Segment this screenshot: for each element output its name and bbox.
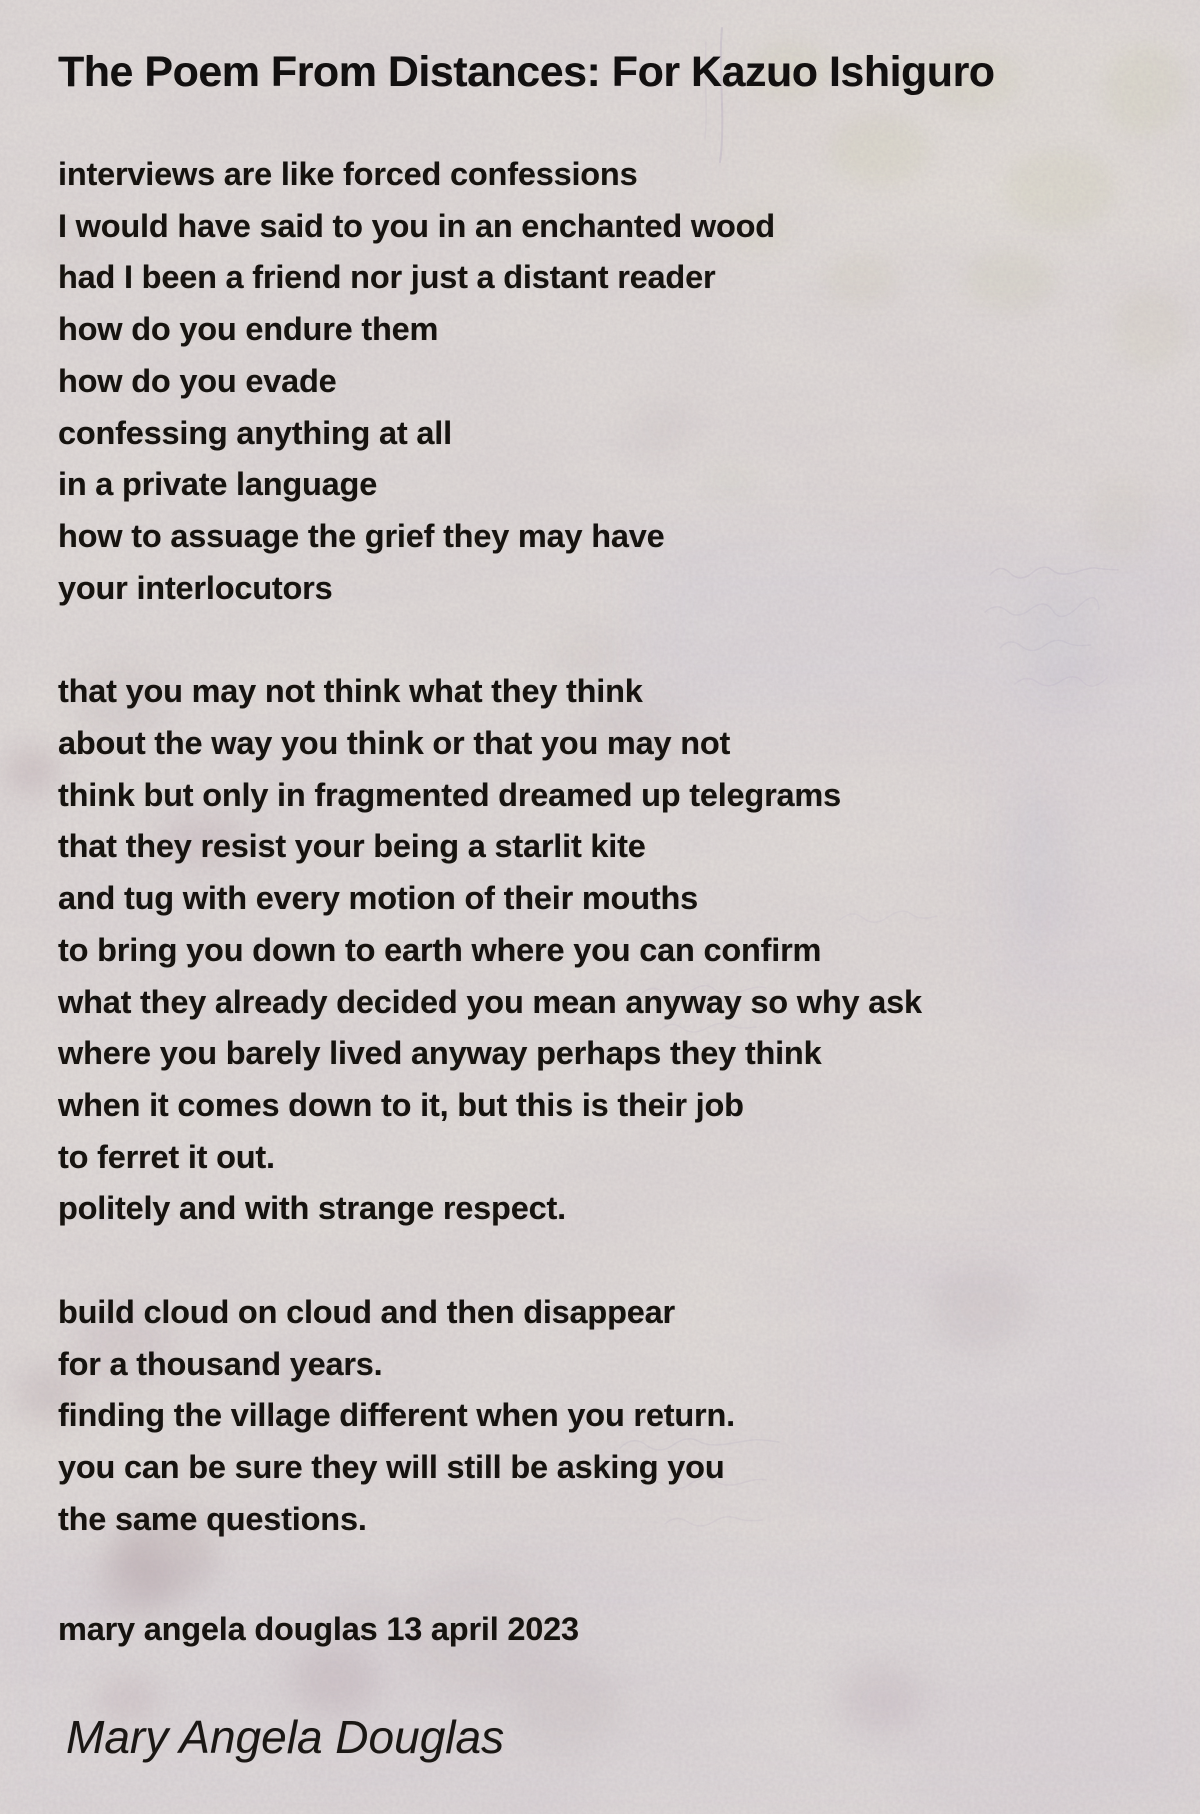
poem-stanza [58, 666, 1160, 1235]
poem-title: The Poem From Distances: For Kazuo Ishiguro [58, 48, 995, 96]
poem-line: build cloud on cloud and then disappear [58, 1294, 675, 1331]
poem-line: when it comes down to it, but this is their job [58, 1086, 744, 1123]
poem-line: to ferret it out. [58, 1138, 275, 1175]
poem-line: how do you evade [58, 362, 337, 399]
poem-line: for a thousand years. [58, 1345, 383, 1382]
poem-line: where you barely lived anyway perhaps they think [58, 1035, 822, 1072]
poem-line: interviews are like forced confessions [58, 156, 638, 192]
author-signature: Mary Angela Douglas [66, 1711, 505, 1764]
poem-stanza [58, 1287, 1160, 1546]
poem-line: think but only in fragmented dreamed up telegrams [58, 776, 841, 813]
poem-line: had I been a friend nor just a distant reader [58, 259, 716, 296]
poem-line: that they resist your being a starlit kite [58, 828, 646, 865]
poem-stanza [58, 149, 1160, 614]
poem-line: and tug with every motion of their mouths [58, 880, 699, 917]
poem-line: I would have said to you in an enchanted wood [58, 207, 775, 244]
poem-line: how to assuage the grief they may have [58, 517, 665, 554]
poem-line: the same questions. [58, 1500, 367, 1537]
poem-line: to bring you down to earth where you can confirm [58, 931, 822, 968]
poem-line: in a private language [58, 466, 378, 503]
poem-line: confessing anything at all [58, 414, 452, 451]
poem-line: your interlocutors [58, 569, 333, 606]
poem-line: what they already decided you mean anyway so why ask [58, 983, 922, 1020]
poem-line: politely and with strange respect. [58, 1190, 566, 1227]
poem-line: finding the village different when you return. [58, 1397, 735, 1434]
poem-line: about the way you think or that you may not [58, 725, 731, 762]
poem-line: that you may not think what they think [58, 673, 643, 710]
poem-byline: mary angela douglas 13 april 2023 [58, 1610, 579, 1647]
poem-stanzas [58, 149, 1160, 1546]
poem-line: you can be sure they will still be asking you [58, 1449, 725, 1486]
poem-line: how do you endure them [58, 311, 439, 348]
